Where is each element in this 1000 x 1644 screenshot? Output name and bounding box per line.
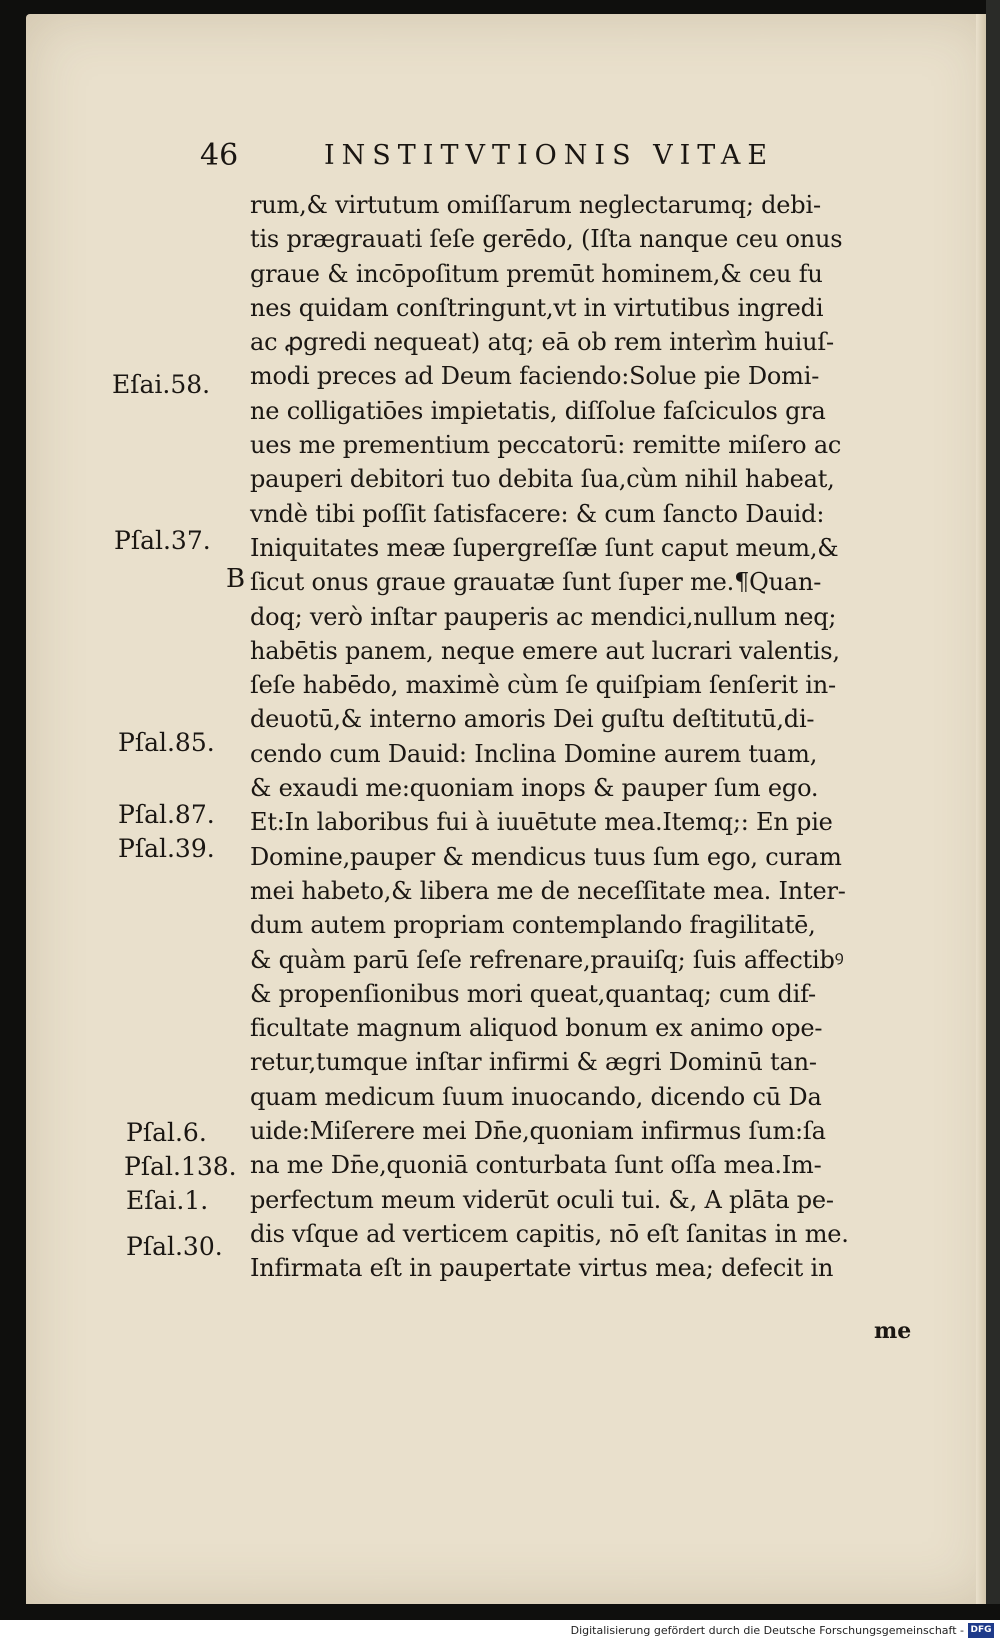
margin-note-psal-6: Pſal.6. [126,1118,207,1147]
text-line: uide:Miſerere mei Dn̄e,quoniam infirmus ſum:ſa [250,1117,826,1146]
text-line: ues me prementium peccatorū: remitte miſero ac [250,431,842,460]
running-title: INSTITVTIONIS VITAE [324,140,775,171]
text-line: Infirmata eſt in paupertate virtus mea; defecit in [250,1254,834,1283]
dfg-logo: DFG [968,1623,994,1638]
text-line: vndè tibi poſſit ſatisfacere: & cum ſancto Dauid: [250,499,825,528]
text-line: retur,tumque inſtar infirmi & ægri Dominū tan- [250,1048,817,1077]
text-line: deuotū,& interno amoris Dei guſtu deſtitutū,di- [250,705,815,734]
text-line: ac ꝓgredi nequeat) atq; eā ob rem interìm huiuſ- [250,328,834,357]
text-line: & propenſionibus mori queat,quantaq; cum dif- [250,979,816,1008]
text-line: dis vſque ad verticem capitis, nō eſt ſanitas in me. [250,1219,849,1248]
margin-note-psal-37: Pſal.37. [114,526,211,555]
margin-note-psal-39: Pſal.39. [118,834,215,863]
text-line: quam medicum ſuum inuocando, dicendo cū Da [250,1082,822,1111]
text-line: doq; verò inſtar pauperis ac mendici,nullum neq; [250,602,837,631]
text-line: ſicut onus graue grauatæ ſunt ſuper me.¶Quan- [250,568,822,597]
text-line: Et:In laboribus fui à iuuētute mea.Itemq;: En pie [250,808,833,837]
text-line: modi preces ad Deum faciendo:Solue pie Domi- [250,362,820,391]
catchword: me [874,1318,912,1344]
margin-note-psal-85: Pſal.85. [118,728,215,757]
text-line: Domine,pauper & mendicus tuus ſum ego, curam [250,842,842,871]
body-text [250,188,920,1286]
text-line: Iniquitates meæ ſupergreſſæ ſunt caput meum,& [250,533,839,562]
text-line: ne colligatiōes impietatis, diſſolue faſciculos gra [250,396,826,425]
margin-note-psal-30: Pſal.30. [126,1232,223,1261]
running-head [200,138,820,178]
text-line: na me Dn̄e,quoniā conturbata ſunt oſſa mea.Im- [250,1151,822,1180]
footer-bar [0,1620,1000,1644]
margin-note-psal-138: Pſal.138. [124,1152,237,1181]
text-line: & exaudi me:quoniam inops & pauper ſum ego. [250,774,819,803]
page-number: 46 [200,138,239,173]
text-line: ſeſe habēdo, maximè cùm ſe quiſpiam ſenſerit in- [250,671,836,700]
text-line: tis prægrauati ſeſe gerēdo, (Iſta nanque ceu onus [250,225,843,254]
margin-note-esai-1: Eſai.1. [126,1186,209,1215]
text-line: ficultate magnum aliquod bonum ex animo ope- [250,1014,823,1043]
text-line: mei habeto,& libera me de neceſſitate mea. Inter- [250,876,846,905]
text-line: graue & incōpoſitum premūt hominem,& ceu fu [250,259,823,288]
text-line: habētis panem, neque emere aut lucrari valentis, [250,636,840,665]
text-line: nes quidam conſtringunt,vt in virtutibus ingredi [250,293,824,322]
margin-note-psal-87: Pſal.87. [118,800,215,829]
margin-section-letter: B [226,564,246,594]
footer-credit: Digitalisierung gefördert durch die Deutsche Forschungsgemeinschaft - [570,1624,964,1637]
text-line: cendo cum Dauid: Inclina Domine aurem tuam, [250,739,818,768]
text-line: dum autem propriam contemplando fragilitatē, [250,911,816,940]
text-line: rum,& virtutum omiſſarum neglectarumq; debi- [250,191,821,219]
book-spine [986,0,1000,1604]
text-line: & quàm parū ſeſe refrenare,prauiſq; ſuis affectibꝰ [250,945,844,974]
text-line: perfectum meum viderūt oculi tui. &, A plāta pe- [250,1185,834,1214]
text-line: pauperi debitori tuo debita ſua,cùm nihil habeat, [250,465,835,494]
margin-note-esai-58: Eſai.58. [112,370,211,399]
